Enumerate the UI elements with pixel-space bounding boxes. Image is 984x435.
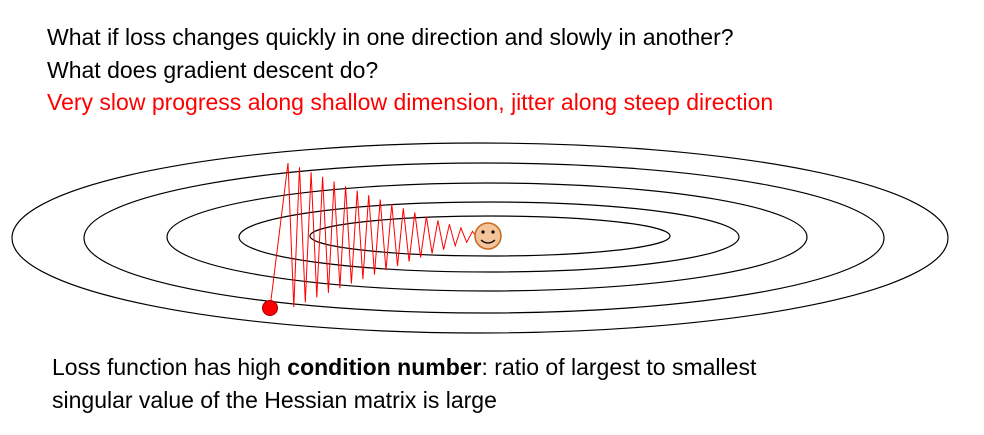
gradient-descent-path xyxy=(270,163,486,308)
answer-text: Very slow progress along shallow dimension, jitter along steep direction xyxy=(47,89,774,115)
minimum-smiley-icon xyxy=(475,223,501,249)
condition-number-term: condition number xyxy=(287,354,482,380)
explanation-line-1 xyxy=(52,353,756,381)
question-line-1: What if loss changes quickly in one direction and slowly in another? xyxy=(47,24,734,50)
start-point xyxy=(263,301,278,316)
explanation-suffix: : ratio of largest to smallest xyxy=(481,354,757,380)
question-line-2: What does gradient descent do? xyxy=(47,57,379,83)
explanation-line-2: singular value of the Hessian matrix is large xyxy=(52,387,497,413)
explanation-prefix: Loss function has high xyxy=(52,354,288,380)
